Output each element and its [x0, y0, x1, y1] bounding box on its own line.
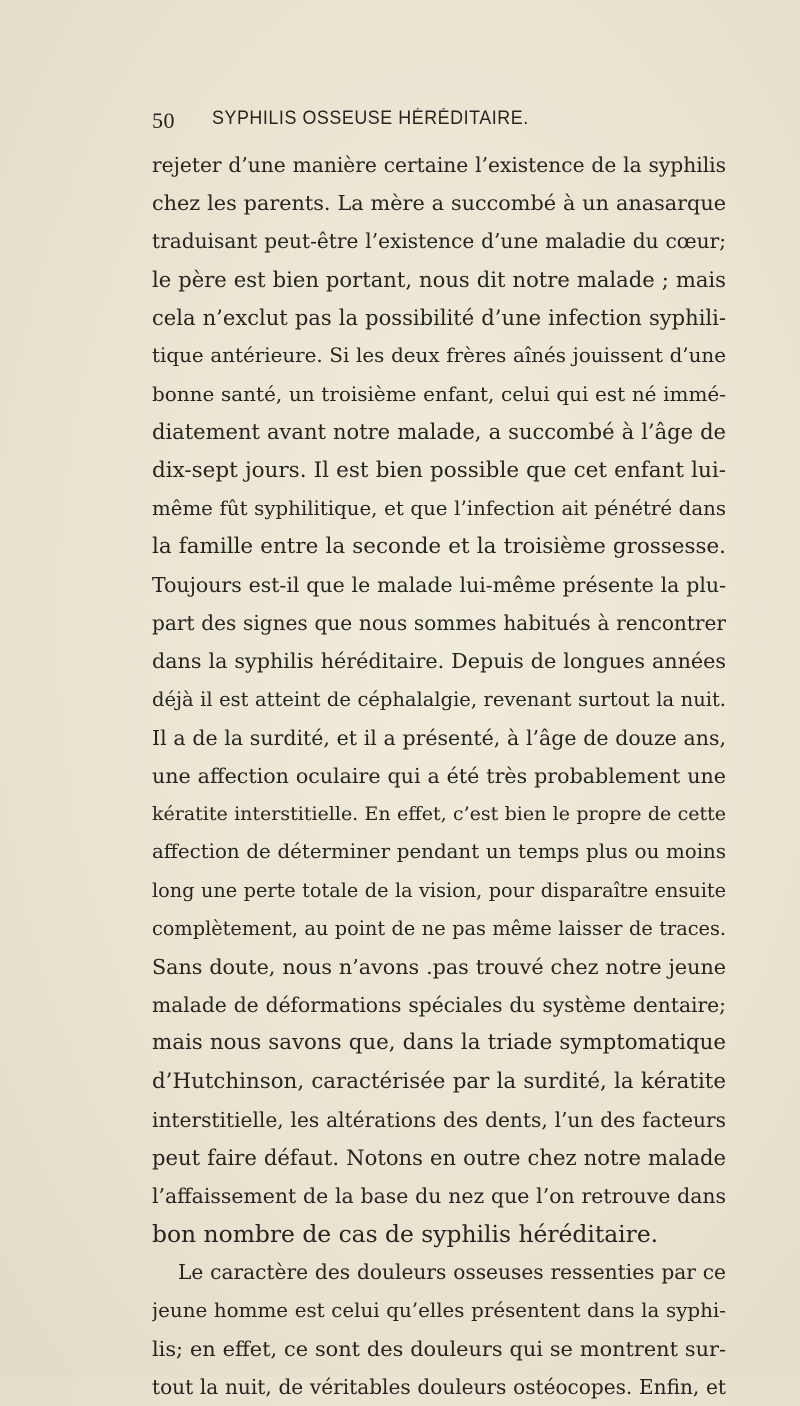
text-line: complètement, au point de ne pas même laisser de traces.: [152, 916, 726, 940]
text-line: une affection oculaire qui a été très probablement une: [152, 764, 726, 788]
text-line: tique antérieure. Si les deux frères aînés jouissent d’une: [152, 343, 726, 367]
text-line: jeune homme est celui qu’elles présentent dans la syphi-: [152, 1298, 726, 1322]
text-line: lis; en effet, ce sont des douleurs qui se montrent sur-: [152, 1336, 726, 1361]
text-line: peut faire défaut. Notons en outre chez notre malade: [152, 1144, 726, 1170]
paragraph-end-line: bon nombre de cas de syphilis héréditaire.: [152, 1220, 659, 1249]
text-line: d’Hutchinson, caractérisée par la surdité, la kératite: [152, 1068, 726, 1094]
text-line: tout la nuit, de véritables douleurs ostéocopes. Enfin, et: [152, 1375, 726, 1399]
text-line: dans la syphilis héréditaire. Depuis de longues années: [152, 649, 726, 674]
text-line: affection de déterminer pendant un temps plus ou moins: [152, 840, 726, 864]
body-text: [152, 146, 726, 1406]
text-line: malade de déformations spéciales du système dentaire;: [152, 993, 726, 1018]
text-line: le père est bien portant, nous dit notre malade ; mais: [152, 266, 726, 292]
text-line: long une perte totale de la vision, pour disparaître ensuite: [152, 878, 726, 902]
text-line: la famille entre la seconde et la troisième grossesse.: [152, 533, 726, 559]
text-line: cela n’exclut pas la possibilité d’une infection syphili-: [152, 304, 726, 330]
text-line: même fût syphilitique, et que l’infection ait pénétré dans: [152, 496, 726, 520]
text-line: dix-sept jours. Il est bien possible que cet enfant lui-: [152, 457, 726, 483]
text-line: diatement avant notre malade, a succombé à l’âge de: [152, 419, 726, 445]
text-line: chez les parents. La mère a succombé à un anasarque: [152, 191, 726, 216]
text-line: déjà il est atteint de céphalalgie, revenant surtout la nuit.: [152, 687, 726, 711]
running-head: [152, 108, 724, 138]
text-line: Toujours est-il que le malade lui-même présente la plu-: [152, 573, 726, 598]
text-line: bonne santé, un troisième enfant, celui qui est né immé-: [152, 382, 726, 407]
page-number: 50: [152, 108, 175, 133]
text-line: rejeter d’une manière certaine l’existence de la syphilis: [152, 153, 726, 177]
text-line: traduisant peut-être l’existence d’une maladie du cœur;: [152, 229, 726, 254]
text-line: Sans doute, nous n’avons .pas trouvé chez notre jeune: [152, 954, 726, 979]
paragraph-start-line: Le caractère des douleurs osseuses ressenties par ce: [178, 1260, 726, 1285]
text-line: kératite interstitielle. En effet, c’est bien le propre de cette: [152, 803, 726, 826]
text-line: interstitielle, les altérations des dents, l’un des facteurs: [152, 1107, 726, 1132]
text-line: mais nous savons que, dans la triade symptomatique: [152, 1030, 726, 1056]
text-line: Il a de la surdité, et il a présenté, à l’âge de douze ans,: [152, 725, 726, 750]
running-title: SYPHILIS OSSEUSE HÉRÉDITAIRE.: [212, 108, 529, 129]
text-line: part des signes que nous sommes habitués à rencontrer: [152, 611, 726, 636]
text-line: l’affaissement de la base du nez que l’on retrouve dans: [152, 1184, 726, 1209]
